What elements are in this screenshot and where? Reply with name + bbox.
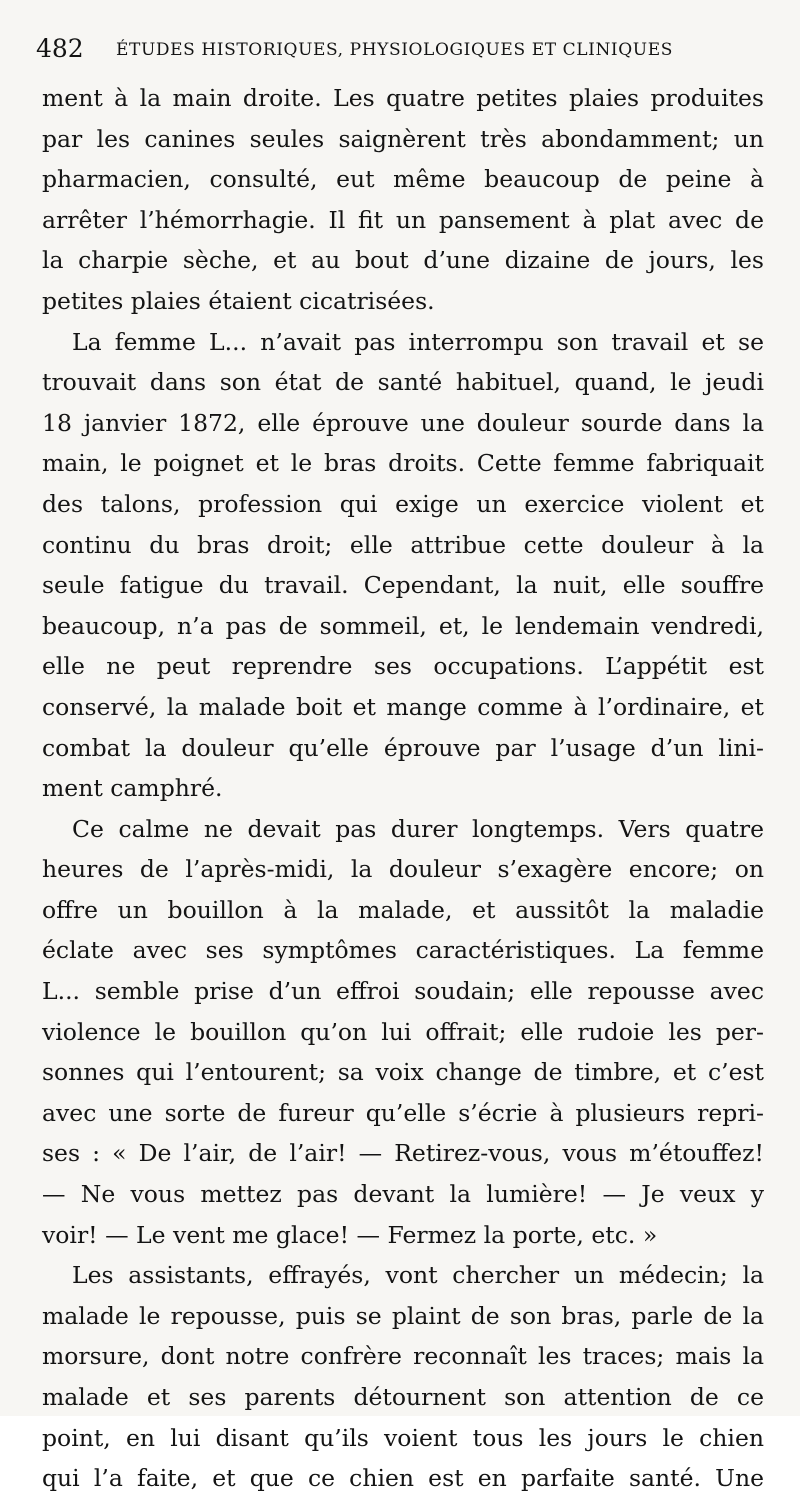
text-line: beaucoup, n’a pas de sommeil, et, le lendemain vendredi, <box>42 611 764 640</box>
body-text <box>42 78 764 1499</box>
text-line: des talons, profession qui exige un exercice violent et <box>42 489 764 518</box>
text-line: La femme L... n’avait pas interrompu son travail et se <box>72 327 764 356</box>
text-line: malade le repousse, puis se plaint de son bras, parle de la <box>42 1301 764 1330</box>
text-line: arrêter l’hémorrhagie. Il fit un pansement à plat avec de <box>42 205 764 234</box>
text-line: combat la douleur qu’elle éprouve par l’usage d’un lini- <box>42 733 764 762</box>
text-line: ses : « De l’air, de l’air! — Retirez-vous, vous m’étouffez! <box>42 1139 764 1168</box>
text-line: morsure, dont notre confrère reconnaît les traces; mais la <box>42 1342 764 1371</box>
text-line: continu du bras droit; elle attribue cette douleur à la <box>42 530 764 559</box>
text-line: seule fatigue du travail. Cependant, la nuit, elle souffre <box>42 571 764 600</box>
text-line: offre un bouillon à la malade, et aussitôt la maladie <box>42 895 764 924</box>
text-line: Ce calme ne devait pas durer longtemps. Vers quatre <box>72 814 764 843</box>
text-line: la charpie sèche, et au bout d’une dizaine de jours, les <box>42 246 764 275</box>
text-line: pharmacien, consulté, eut même beaucoup de peine à <box>42 165 764 194</box>
text-line: malade et ses parents détournent son attention de ce <box>42 1383 764 1411</box>
text-line: Les assistants, effrayés, vont chercher un médecin; la <box>72 1261 764 1290</box>
text-line: point, en lui disant qu’ils voient tous les jours le chien <box>42 1423 764 1452</box>
text-line: heures de l’après-midi, la douleur s’exagère encore; on <box>42 855 764 884</box>
text-line: voir! — Le vent me glace! — Fermez la porte, etc. » <box>42 1220 658 1249</box>
text-line: conservé, la malade boit et mange comme à l’ordinaire, et <box>42 692 764 721</box>
running-title: ÉTUDES HISTORIQUES, PHYSIOLOGIQUES ET CLINIQUES <box>116 40 673 60</box>
text-line: qui l’a faite, et que ce chien est en parfaite santé. Une <box>42 1464 764 1493</box>
text-line: ment camphré. <box>42 774 223 803</box>
text-line: avec une sorte de fureur qu’elle s’écrie à plusieurs repri- <box>42 1098 764 1127</box>
text-line: 18 janvier 1872, elle éprouve une douleur sourde dans la <box>42 408 764 437</box>
text-line: petites plaies étaient cicatrisées. <box>42 286 435 315</box>
text-line: ment à la main droite. Les quatre petites plaies produites <box>42 84 764 112</box>
text-line: elle ne peut reprendre ses occupations. L’appétit est <box>42 652 764 681</box>
text-line: éclate avec ses symptômes caractéristiques. La femme <box>42 936 764 965</box>
text-line: L... semble prise d’un effroi soudain; elle repousse avec <box>42 977 764 1006</box>
text-line: — Ne vous mettez pas devant la lumière! — Je veux y <box>42 1180 764 1209</box>
text-line: violence le bouillon qu’on lui offrait; elle rudoie les per- <box>42 1017 764 1046</box>
page-number: 482 <box>36 34 84 63</box>
text-line: sonnes qui l’entourent; sa voix change de timbre, et c’est <box>42 1058 764 1087</box>
text-line: par les canines seules saignèrent très abondamment; un <box>42 124 764 153</box>
text-line: trouvait dans son état de santé habituel, quand, le jeudi <box>42 368 764 397</box>
page-header <box>36 34 756 68</box>
text-line: main, le poignet et le bras droits. Cette femme fabriquait <box>42 449 764 478</box>
